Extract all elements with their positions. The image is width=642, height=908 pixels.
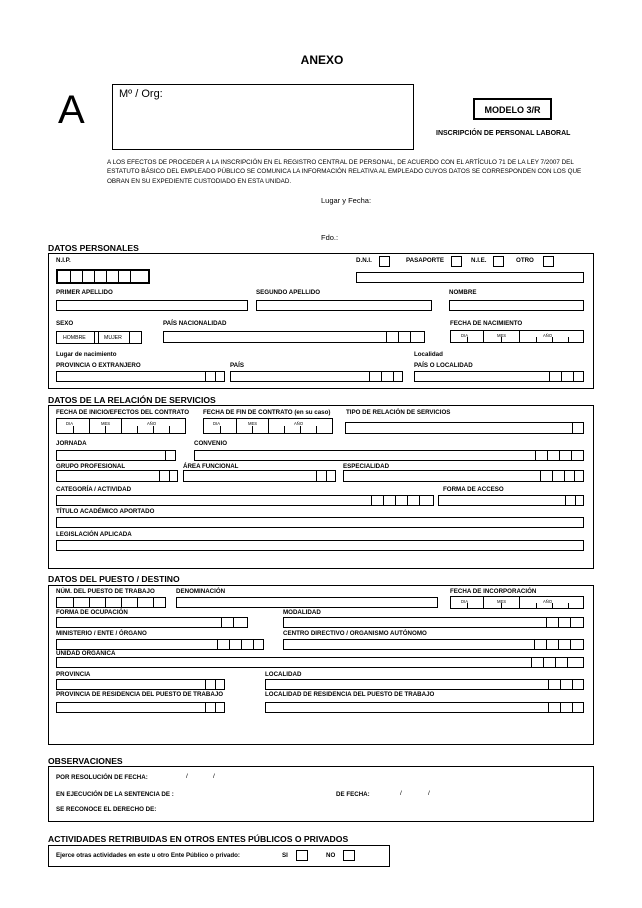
org-label: Mº / Org:: [119, 88, 163, 100]
jornada-label: JORNADA: [56, 440, 87, 447]
num-puesto-input[interactable]: [56, 597, 166, 608]
segundo-apellido-label: SEGUNDO APELLIDO: [256, 289, 321, 296]
titulo-label: TÍTULO ACADÉMICO APORTADO: [56, 508, 155, 515]
ano-label: AÑO: [543, 599, 553, 604]
convenio-input[interactable]: [194, 450, 584, 461]
org-field[interactable]: [112, 84, 414, 150]
localidad-nac-label: Localidad: [414, 351, 443, 358]
grupo-input[interactable]: [56, 470, 178, 482]
mes-label: MES: [497, 333, 507, 338]
resolucion-label: POR RESOLUCIÓN DE FECHA:: [56, 774, 148, 781]
pais-nacionalidad-input[interactable]: [163, 331, 425, 343]
hombre-option[interactable]: HOMBRE: [63, 335, 86, 341]
dia-label: DIA: [461, 333, 468, 338]
dni-label: D.N.I.: [356, 257, 372, 264]
page-title: ANEXO: [300, 53, 344, 67]
localidad-residencia-label: LOCALIDAD DE RESIDENCIA DEL PUESTO DE TRABAJO: [265, 691, 435, 698]
categoria-label: CATEGORÍA / ACTIVIDAD: [56, 486, 132, 493]
pais-localidad-input[interactable]: [414, 371, 584, 382]
titulo-input[interactable]: [56, 517, 584, 528]
forma-acceso-input[interactable]: [438, 495, 584, 506]
forma-ocupacion-label: FORMA DE OCUPACIÓN: [56, 609, 128, 616]
fdo-label: Fdo.:: [321, 233, 339, 242]
provincia-label: PROVINCIA: [56, 671, 91, 678]
especialidad-label: ESPECIALIDAD: [343, 463, 390, 470]
reconoce-label: SE RECONOCE EL DERECHO DE:: [56, 806, 157, 813]
provincia-residencia-label: PROVINCIA DE RESIDENCIA DEL PUESTO DE TRABAJO: [56, 691, 224, 698]
de-fecha-slash-1: /: [400, 790, 402, 797]
fecha-inicio-label: FECHA DE INICIO/EFECTOS DEL CONTRATO: [56, 409, 190, 416]
nip-label: N.I.P.: [56, 257, 71, 264]
resolucion-slash-1: /: [186, 773, 188, 780]
tipo-relacion-label: TIPO DE RELACIÓN DE SERVICIOS: [346, 409, 451, 416]
fecha-inicio-input[interactable]: [56, 418, 186, 434]
ejecucion-label: EN EJECUCIÓN DE LA SENTENCIA DE :: [56, 791, 174, 798]
forma-acceso-label: FORMA DE ACCESO: [443, 486, 504, 493]
pasaporte-checkbox[interactable]: [451, 256, 462, 267]
mes-label: MES: [248, 421, 258, 426]
denominacion-input[interactable]: [176, 597, 438, 608]
lugar-fecha-label: Lugar y Fecha:: [321, 196, 372, 205]
fecha-nacimiento-label: FECHA DE NACIMIENTO: [450, 320, 523, 327]
nie-checkbox[interactable]: [493, 256, 504, 267]
localidad-input[interactable]: [265, 679, 584, 690]
area-input[interactable]: [183, 470, 336, 482]
provincia-extranjero-label: PROVINCIA O EXTRANJERO: [56, 362, 141, 369]
provincia-extranjero-input[interactable]: [56, 371, 225, 382]
dia-label: DIA: [461, 599, 468, 604]
mes-label: MES: [101, 421, 111, 426]
dia-label: DIA: [213, 421, 220, 426]
nombre-input[interactable]: [449, 300, 584, 311]
ano-label: AÑO: [543, 333, 553, 338]
denominacion-label: DENOMINACIÓN: [176, 588, 226, 595]
area-label: ÁREA FUNCIONAL: [183, 463, 239, 470]
no-label: NO: [326, 852, 336, 859]
modelo-box: [473, 98, 552, 120]
primer-apellido-input[interactable]: [56, 300, 248, 311]
forma-ocupacion-input[interactable]: [56, 617, 248, 628]
intro-text: A LOS EFECTOS DE PROCEDER A LA INSCRIPCIÓN EN EL REGISTRO CENTRAL DE PERSONAL, DE ACUERDO CON EL ARTÍCULO 71 DE LA LEY 7/2007 DEL ESTATUTO BÁSICO DEL EMPLEADO PÚBLICO SE COMUNICA LA INFORMACIÓN RELATIVA AL EMPLEADO CUYOS DATOS SE CORRESPONDEN CON LOS QUE OBRAN EN SU EXPEDIENTE CUSTODIADO EN ESTA UNIDAD.: [107, 159, 582, 185]
lugar-nacimiento-label: Lugar de nacimiento: [56, 351, 117, 358]
convenio-label: CONVENIO: [194, 440, 228, 447]
especialidad-input[interactable]: [343, 470, 584, 482]
categoria-input[interactable]: [56, 495, 434, 506]
pasaporte-label: PASAPORTE: [406, 257, 445, 264]
nombre-label: NOMBRE: [449, 289, 477, 296]
grupo-label: GRUPO PROFESIONAL: [56, 463, 126, 470]
segundo-apellido-input[interactable]: [256, 300, 432, 311]
provincia-residencia-input[interactable]: [56, 702, 225, 713]
localidad-residencia-input[interactable]: [265, 702, 584, 713]
form-subtitle: INSCRIPCIÓN DE PERSONAL LABORAL: [436, 130, 571, 137]
section-title-puesto: DATOS DEL PUESTO / DESTINO: [48, 574, 180, 584]
form-letter: A: [58, 88, 85, 132]
otro-label: OTRO: [516, 257, 534, 264]
dia-label: DIA: [66, 421, 73, 426]
primer-apellido-label: PRIMER APELLIDO: [56, 289, 113, 296]
de-fecha-label: DE FECHA:: [336, 791, 370, 798]
centro-input[interactable]: [283, 639, 584, 650]
modalidad-input[interactable]: [283, 617, 584, 628]
document-number-input[interactable]: [356, 272, 584, 283]
centro-label: CENTRO DIRECTIVO / ORGANISMO AUTÓNOMO: [283, 630, 427, 637]
legislacion-input[interactable]: [56, 540, 584, 551]
fecha-fin-label: FECHA DE FIN DE CONTRATO (en su caso): [203, 409, 331, 416]
nie-label: N.I.E.: [471, 257, 487, 264]
dni-checkbox[interactable]: [379, 256, 390, 267]
modelo-label: MODELO 3/R: [484, 105, 541, 115]
ministerio-label: MINISTERIO / ENTE / ÓRGANO: [56, 630, 147, 637]
section-title-observaciones: OBSERVACIONES: [48, 756, 123, 766]
section-title-actividades: ACTIVIDADES RETRIBUIDAS EN OTROS ENTES PÚBLICOS O PRIVADOS: [48, 834, 349, 844]
actividades-question: Ejerce otras actividades en este u otro Ente Público o privado:: [56, 852, 240, 859]
section-title-personal: DATOS PERSONALES: [48, 243, 139, 253]
jornada-input[interactable]: [56, 450, 176, 461]
fecha-incorporacion-label: FECHA DE INCORPORACIÓN: [450, 588, 537, 595]
resolucion-slash-2: /: [213, 773, 215, 780]
no-checkbox[interactable]: [343, 850, 355, 861]
pais-localidad-label: PAÍS O LOCALIDAD: [414, 362, 473, 369]
localidad-label: LOCALIDAD: [265, 671, 302, 678]
si-label: SI: [282, 852, 288, 859]
fecha-nacimiento-input[interactable]: [450, 330, 584, 343]
unidad-label: UNIDAD ORGÁNICA: [56, 650, 116, 657]
pais-nac-input[interactable]: [230, 371, 403, 382]
mes-label: MES: [497, 599, 507, 604]
nip-input[interactable]: [56, 269, 150, 284]
unidad-input[interactable]: [56, 657, 584, 668]
provincia-input[interactable]: [56, 679, 225, 690]
pais-nac-label: PAÍS: [230, 362, 244, 369]
fecha-incorporacion-input[interactable]: [450, 596, 584, 609]
ano-label: AÑO: [294, 421, 304, 426]
fecha-fin-input[interactable]: [203, 418, 333, 434]
sexo-selector[interactable]: [56, 331, 142, 344]
section-title-relacion: DATOS DE LA RELACIÓN DE SERVICIOS: [48, 395, 216, 405]
tipo-relacion-input[interactable]: [345, 422, 584, 434]
legislacion-label: LEGISLACIÓN APLICADA: [56, 531, 132, 538]
ano-label: AÑO: [147, 421, 157, 426]
sexo-label: SEXO: [56, 320, 74, 327]
ministerio-input[interactable]: [56, 639, 264, 650]
otro-checkbox[interactable]: [543, 256, 554, 267]
de-fecha-slash-2: /: [428, 790, 430, 797]
mujer-option[interactable]: MUJER: [104, 335, 122, 341]
num-puesto-label: NÚM. DEL PUESTO DE TRABAJO: [56, 588, 155, 595]
modalidad-label: MODALIDAD: [283, 609, 321, 616]
pais-nacionalidad-label: PAÍS NACIONALIDAD: [163, 320, 227, 327]
si-checkbox[interactable]: [296, 850, 308, 861]
